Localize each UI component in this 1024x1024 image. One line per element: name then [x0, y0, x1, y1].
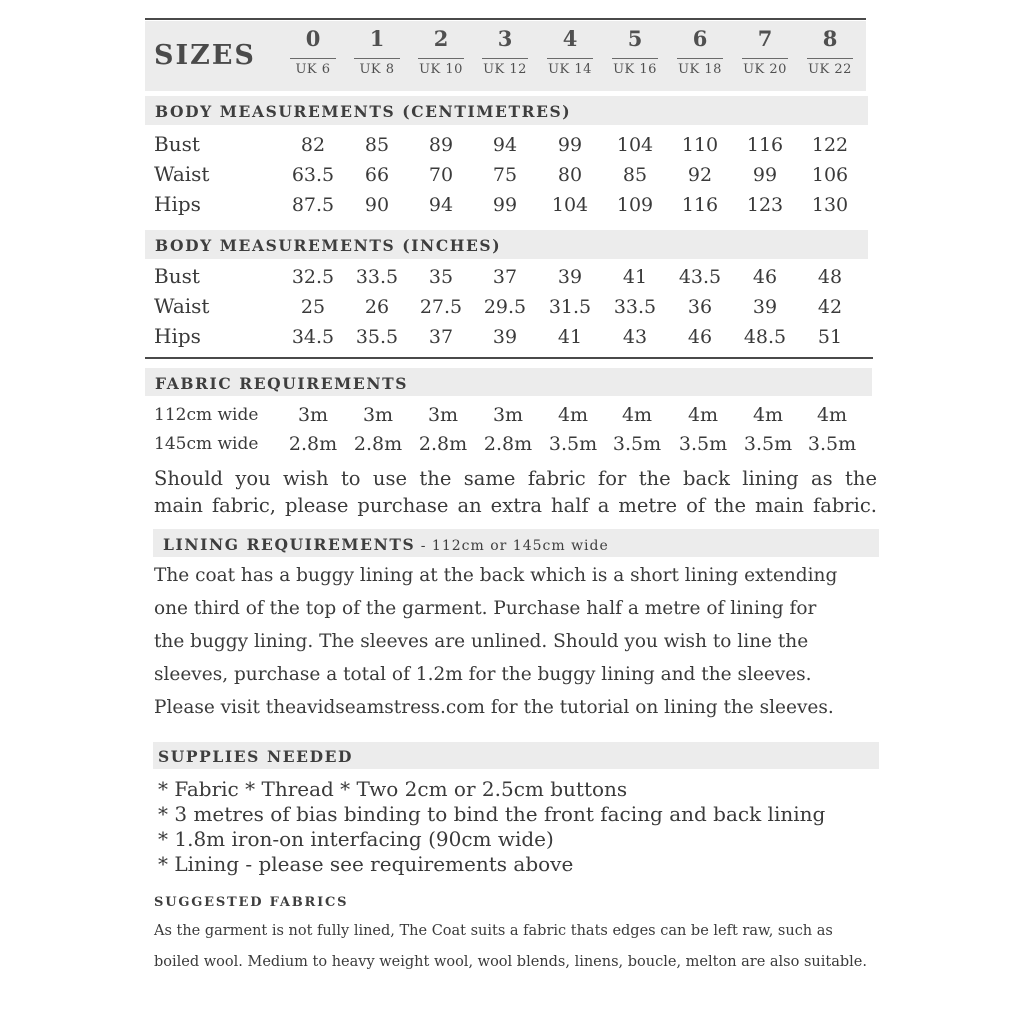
table-cell: 106 — [811, 164, 849, 186]
fabric-cell: 2.8m — [483, 433, 533, 455]
table-cell: 92 — [687, 164, 713, 186]
table-cell: 104 — [616, 134, 654, 156]
size-uk-label: UK 10 — [419, 62, 463, 77]
sizes-title: SIZES — [154, 40, 256, 71]
table-cell: 37 — [492, 266, 518, 288]
middle-rule — [145, 357, 873, 359]
fabric-cell: 3.5m — [678, 433, 728, 455]
size-divider — [418, 58, 464, 59]
table-cell: 43 — [622, 326, 648, 348]
size-divider — [547, 58, 593, 59]
row-label-hips: Hips — [154, 192, 201, 216]
table-cell: 35.5 — [355, 326, 399, 348]
fabric-cell: 3.5m — [548, 433, 598, 455]
table-cell: 116 — [681, 194, 719, 216]
supply-item: * 1.8m iron-on interfacing (90cm wide) — [158, 827, 554, 851]
top-rule — [145, 18, 866, 20]
size-number: 1 — [369, 26, 385, 51]
lining-line-2: one third of the top of the garment. Purchase half a metre of lining for — [154, 598, 817, 619]
table-cell: 130 — [811, 194, 849, 216]
table-cell: 25 — [300, 296, 326, 318]
table-cell: 39 — [752, 296, 778, 318]
table-cell: 51 — [817, 326, 843, 348]
fabric-cell: 4m — [557, 404, 589, 426]
table-cell: 37 — [428, 326, 454, 348]
table-cell: 99 — [752, 164, 778, 186]
size-divider — [677, 58, 723, 59]
fabric-cell: 2.8m — [418, 433, 468, 455]
supplies-title: SUPPLIES NEEDED — [158, 747, 354, 766]
size-number: 5 — [627, 26, 643, 51]
fabric-title: FABRIC REQUIREMENTS — [155, 374, 409, 393]
suggested-line-2: boiled wool. Medium to heavy weight wool, wool blends, linens, boucle, melton are also suitable. — [154, 954, 867, 970]
table-cell: 90 — [364, 194, 390, 216]
lining-title — [163, 535, 609, 554]
size-divider — [807, 58, 853, 59]
table-cell: 85 — [364, 134, 390, 156]
table-cell: 66 — [364, 164, 390, 186]
size-divider — [482, 58, 528, 59]
size-number: 6 — [692, 26, 708, 51]
suggested-line-1: As the garment is not fully lined, The Coat suits a fabric thats edges can be left raw, such as — [154, 923, 833, 939]
table-cell: 70 — [428, 164, 454, 186]
fabric-cell: 4m — [816, 404, 848, 426]
fabric-cell: 4m — [621, 404, 653, 426]
lining-title-text: LINING REQUIREMENTS — [163, 535, 416, 554]
row-label-waist: Waist — [154, 294, 210, 318]
size-uk-label: UK 12 — [483, 62, 527, 77]
lining-line-3: the buggy lining. The sleeves are unlined. Should you wish to line the — [154, 631, 809, 652]
table-cell: 89 — [428, 134, 454, 156]
fabric-cell: 3.5m — [612, 433, 662, 455]
table-cell: 116 — [746, 134, 784, 156]
table-cell: 39 — [492, 326, 518, 348]
table-cell: 31.5 — [548, 296, 592, 318]
table-cell: 34.5 — [291, 326, 335, 348]
size-divider — [290, 58, 336, 59]
table-cell: 94 — [428, 194, 454, 216]
table-cell: 109 — [616, 194, 654, 216]
fabric-cell: 3.5m — [807, 433, 857, 455]
size-divider — [612, 58, 658, 59]
table-cell: 123 — [746, 194, 784, 216]
table-cell: 33.5 — [613, 296, 657, 318]
table-cell: 48.5 — [743, 326, 787, 348]
size-uk-label: UK 14 — [548, 62, 592, 77]
fabric-row-label: 112cm wide — [154, 405, 259, 425]
row-label-hips: Hips — [154, 324, 201, 348]
suggested-title: SUGGESTED FABRICS — [154, 895, 349, 910]
supply-item: * 3 metres of bias binding to bind the front facing and back lining — [158, 802, 826, 826]
table-cell: 43.5 — [678, 266, 722, 288]
fabric-cell: 3m — [492, 404, 524, 426]
table-cell: 99 — [557, 134, 583, 156]
table-cell: 39 — [557, 266, 583, 288]
table-cell: 99 — [492, 194, 518, 216]
table-cell: 122 — [811, 134, 849, 156]
fabric-note-line-1: Should you wish to use the same fabric for the back lining as the — [154, 467, 877, 490]
fabric-row-label: 145cm wide — [154, 434, 259, 454]
table-cell: 80 — [557, 164, 583, 186]
size-uk-label: UK 18 — [678, 62, 722, 77]
table-cell: 63.5 — [291, 164, 335, 186]
table-cell: 32.5 — [291, 266, 335, 288]
size-uk-label: UK 6 — [295, 62, 331, 77]
lining-line-1: The coat has a buggy lining at the back which is a short lining extending — [154, 565, 838, 586]
table-cell: 41 — [622, 266, 648, 288]
fabric-cell: 3m — [297, 404, 329, 426]
fabric-cell: 2.8m — [288, 433, 338, 455]
table-cell: 36 — [687, 296, 713, 318]
table-cell: 104 — [551, 194, 589, 216]
size-uk-label: UK 20 — [743, 62, 787, 77]
table-cell: 48 — [817, 266, 843, 288]
fabric-cell: 4m — [752, 404, 784, 426]
fabric-cell: 3m — [362, 404, 394, 426]
size-number: 4 — [562, 26, 578, 51]
body-in-title: BODY MEASUREMENTS (INCHES) — [155, 236, 502, 255]
table-cell: 33.5 — [355, 266, 399, 288]
row-label-waist: Waist — [154, 162, 210, 186]
table-cell: 35 — [428, 266, 454, 288]
table-cell: 82 — [300, 134, 326, 156]
table-cell: 94 — [492, 134, 518, 156]
row-label-bust: Bust — [154, 132, 200, 156]
fabric-cell: 3m — [427, 404, 459, 426]
size-divider — [354, 58, 400, 59]
lining-line-4: sleeves, purchase a total of 1.2m for the buggy lining and the sleeves. — [154, 664, 812, 685]
table-cell: 27.5 — [419, 296, 463, 318]
table-cell: 41 — [557, 326, 583, 348]
fabric-note-line-2: main fabric, please purchase an extra half a metre of the main fabric. — [154, 494, 877, 517]
body-cm-title: BODY MEASUREMENTS (CENTIMETRES) — [155, 102, 572, 121]
supply-item: * Fabric * Thread * Two 2cm or 2.5cm buttons — [158, 777, 628, 801]
fabric-cell: 3.5m — [743, 433, 793, 455]
size-divider — [742, 58, 788, 59]
table-cell: 85 — [622, 164, 648, 186]
size-uk-label: UK 22 — [808, 62, 852, 77]
lining-line-5: Please visit theavidseamstress.com for the tutorial on lining the sleeves. — [154, 697, 834, 718]
table-cell: 26 — [364, 296, 390, 318]
fabric-cell: 2.8m — [353, 433, 403, 455]
supply-item: * Lining - please see requirements above — [158, 852, 574, 876]
table-cell: 46 — [752, 266, 778, 288]
size-uk-label: UK 8 — [359, 62, 395, 77]
table-cell: 75 — [492, 164, 518, 186]
table-cell: 29.5 — [483, 296, 527, 318]
size-number: 2 — [433, 26, 449, 51]
size-number: 8 — [822, 26, 838, 51]
lining-subtitle: - 112cm or 145cm wide — [415, 538, 609, 554]
size-uk-label: UK 16 — [613, 62, 657, 77]
table-cell: 110 — [681, 134, 719, 156]
row-label-bust: Bust — [154, 264, 200, 288]
size-number: 3 — [497, 26, 513, 51]
table-cell: 87.5 — [291, 194, 335, 216]
size-number: 7 — [757, 26, 773, 51]
table-cell: 46 — [687, 326, 713, 348]
table-cell: 42 — [817, 296, 843, 318]
size-number: 0 — [305, 26, 321, 51]
fabric-cell: 4m — [687, 404, 719, 426]
